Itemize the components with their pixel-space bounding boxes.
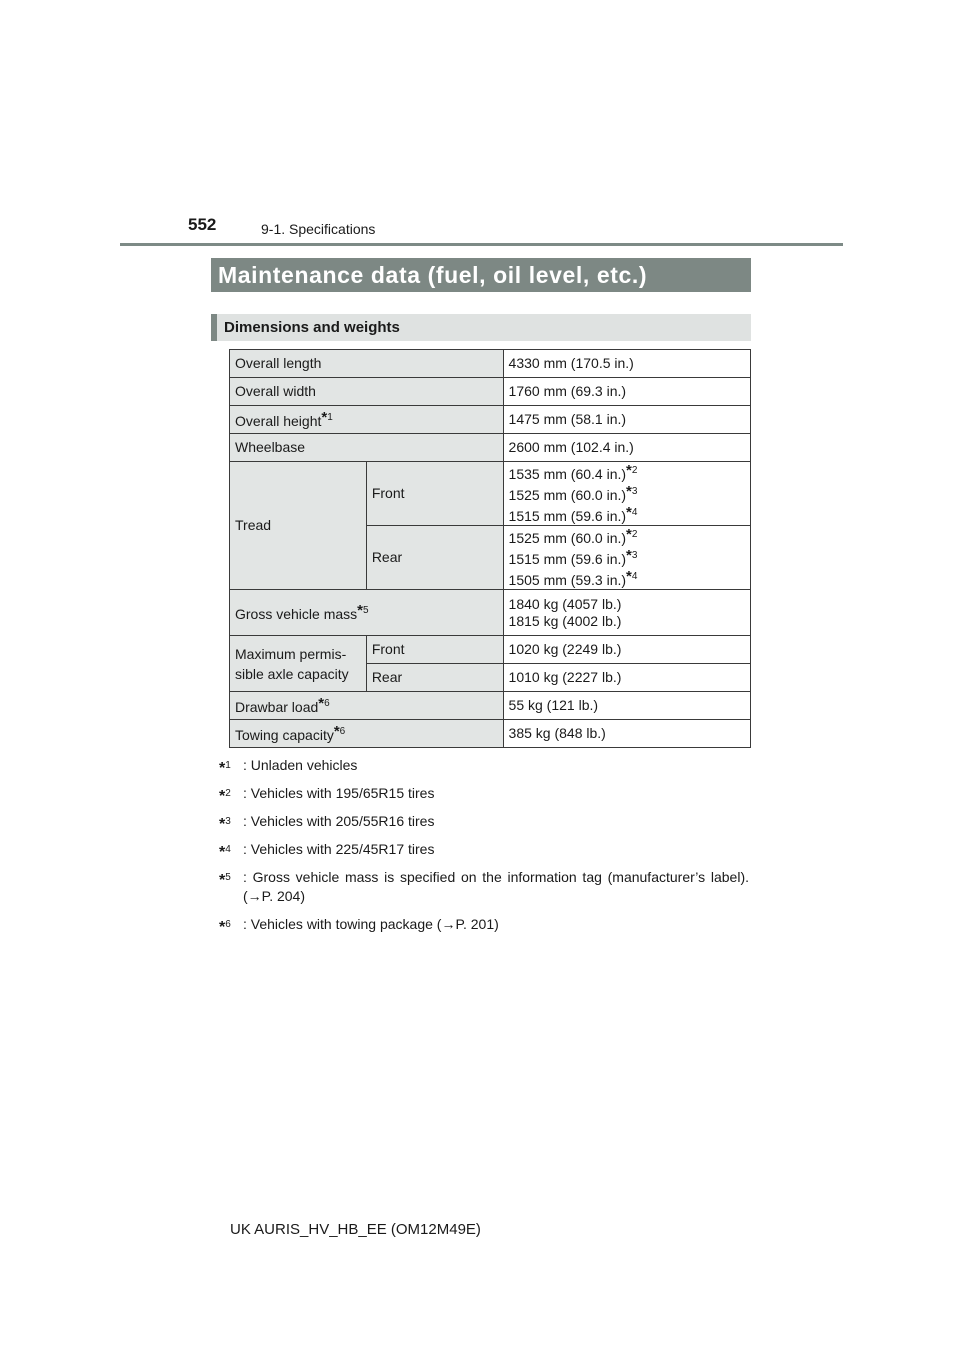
footnote bbox=[219, 868, 749, 906]
header-rule bbox=[120, 243, 843, 246]
tread-front-value bbox=[509, 504, 745, 525]
footnote-ref: 6 bbox=[324, 698, 330, 709]
footnote-number: 3 bbox=[225, 816, 231, 827]
footnote-text: : Vehicles with 195/65R15 tires bbox=[243, 785, 435, 801]
gross-vehicle-mass-value: 1840 kg (4057 lb.) bbox=[508, 595, 622, 612]
value-text: 1525 mm (60.0 in.) bbox=[508, 487, 627, 503]
gross-vehicle-mass-values bbox=[503, 590, 750, 636]
drawbar-load-label: Drawbar load bbox=[235, 699, 319, 715]
footnote-text: : Vehicles with 205/55R16 tires bbox=[243, 813, 435, 829]
value-text: 1525 mm (60.0 in.) bbox=[508, 530, 627, 546]
footnote-number: 1 bbox=[225, 760, 231, 771]
footnote-ref: 3 bbox=[631, 550, 638, 561]
overall-length-value: 4330 mm (170.5 in.) bbox=[503, 350, 750, 378]
footnote-mark bbox=[219, 868, 231, 890]
footnote bbox=[219, 915, 749, 934]
overall-height-label: Overall height bbox=[235, 413, 322, 429]
overall-height-value: 1475 mm (58.1 in.) bbox=[503, 406, 750, 434]
section-label: 9-1. Specifications bbox=[261, 221, 376, 237]
footnote-mark bbox=[219, 812, 231, 834]
wheelbase-label: Wheelbase bbox=[230, 434, 504, 462]
footnote-asterisk: * bbox=[321, 409, 328, 426]
drawbar-load-value: 55 kg (121 lb.) bbox=[503, 692, 750, 720]
tread-front-values bbox=[503, 462, 750, 526]
subsection-banner: Dimensions and weights bbox=[211, 314, 751, 341]
footnote bbox=[219, 784, 749, 803]
footnote-text: : Unladen vehicles bbox=[243, 757, 358, 773]
document-footer: UK AURIS_HV_HB_EE (OM12M49E) bbox=[230, 1221, 481, 1238]
table-row bbox=[230, 720, 751, 748]
footnote-asterisk: * bbox=[626, 526, 632, 543]
footnote-asterisk: * bbox=[333, 723, 340, 740]
tread-rear-value bbox=[509, 526, 745, 547]
footnote-ref: 2 bbox=[631, 529, 638, 540]
table-row bbox=[230, 434, 751, 462]
footnote-asterisk: * bbox=[357, 602, 363, 619]
axle-capacity-label bbox=[230, 636, 367, 692]
table-row bbox=[230, 350, 751, 378]
footnote-mark bbox=[219, 784, 231, 806]
page-number: 552 bbox=[188, 215, 217, 234]
dimensions-table bbox=[229, 349, 751, 748]
tread-label: Tread bbox=[230, 462, 367, 590]
tread-front-label: Front bbox=[366, 462, 503, 526]
table-row bbox=[230, 378, 751, 406]
footnote bbox=[219, 756, 749, 775]
value-text: 1505 mm (59.3 in.) bbox=[508, 572, 627, 588]
gross-vehicle-mass-value: 1815 kg (4002 lb.) bbox=[508, 612, 622, 629]
footnote-ref: 5 bbox=[363, 605, 369, 616]
footnote-text: : Vehicles with 225/45R17 tires bbox=[243, 841, 435, 857]
overall-length-label: Overall length bbox=[230, 350, 504, 378]
tread-rear-values bbox=[503, 526, 750, 590]
footnote-asterisk: * bbox=[219, 919, 226, 936]
footnote-text: : Vehicles with towing package (→P. 201) bbox=[243, 916, 499, 932]
footnote-asterisk: * bbox=[318, 695, 325, 712]
tread-front-value bbox=[509, 462, 745, 483]
footnote-asterisk: * bbox=[626, 483, 632, 500]
tread-front-value bbox=[509, 483, 745, 504]
footnote-number: 4 bbox=[225, 844, 231, 855]
drawbar-load-label-cell bbox=[230, 692, 504, 720]
footnote-ref: 2 bbox=[631, 465, 638, 476]
footnote-mark bbox=[219, 756, 231, 778]
footnote-asterisk: * bbox=[626, 568, 632, 585]
footnote-ref: 6 bbox=[339, 726, 346, 737]
footnote-mark bbox=[219, 915, 231, 937]
towing-capacity-label-cell bbox=[230, 720, 504, 748]
table-row bbox=[230, 636, 751, 664]
tread-rear-value bbox=[509, 547, 745, 568]
footnote-number: 2 bbox=[225, 788, 231, 799]
footnote-number: 6 bbox=[225, 919, 231, 930]
wheelbase-value: 2600 mm (102.4 in.) bbox=[503, 434, 750, 462]
axle-capacity-label-line: sible axle capacity bbox=[235, 665, 349, 682]
gross-vehicle-mass-label-cell bbox=[230, 590, 504, 636]
footnote-asterisk: * bbox=[219, 788, 226, 805]
value-text: 1535 mm (60.4 in.) bbox=[508, 466, 627, 482]
footnote-asterisk: * bbox=[626, 504, 632, 521]
value-text: 1515 mm (59.6 in.) bbox=[508, 551, 627, 567]
tread-rear-value bbox=[509, 568, 745, 589]
footnote-text: : Gross vehicle mass is specified on the information tag (manufacturer’s label). (→P. 204) bbox=[243, 869, 749, 904]
overall-height-label-cell bbox=[230, 406, 504, 434]
axle-front-value: 1020 kg (2249 lb.) bbox=[503, 636, 750, 664]
footnote-mark bbox=[219, 840, 231, 862]
footnote bbox=[219, 840, 749, 859]
gross-vehicle-mass-label: Gross vehicle mass bbox=[235, 606, 358, 622]
table-row bbox=[230, 692, 751, 720]
table-row bbox=[230, 406, 751, 434]
axle-capacity-label-line: Maximum permis- bbox=[235, 645, 347, 662]
footnote-ref: 3 bbox=[631, 486, 638, 497]
footnote-ref: 4 bbox=[631, 571, 638, 582]
table-row bbox=[230, 462, 751, 526]
main-section-banner: Maintenance data (fuel, oil level, etc.) bbox=[211, 258, 751, 292]
axle-rear-label: Rear bbox=[366, 664, 503, 692]
footnote-asterisk: * bbox=[219, 760, 226, 777]
tread-rear-label: Rear bbox=[366, 526, 503, 590]
footnote-asterisk: * bbox=[626, 462, 632, 479]
footnote-ref: 1 bbox=[327, 412, 333, 423]
towing-capacity-value: 385 kg (848 lb.) bbox=[503, 720, 750, 748]
table-row bbox=[230, 590, 751, 636]
footnote bbox=[219, 812, 749, 831]
footnote-asterisk: * bbox=[219, 844, 226, 861]
footnote-asterisk: * bbox=[219, 872, 226, 889]
footnotes bbox=[219, 756, 749, 943]
footnote-ref: 4 bbox=[631, 507, 638, 518]
towing-capacity-label: Towing capacity bbox=[235, 727, 334, 743]
footnote-asterisk: * bbox=[219, 816, 226, 833]
value-text: 1515 mm (59.6 in.) bbox=[508, 508, 627, 524]
axle-rear-value: 1010 kg (2227 lb.) bbox=[503, 664, 750, 692]
overall-width-label: Overall width bbox=[230, 378, 504, 406]
overall-width-value: 1760 mm (69.3 in.) bbox=[503, 378, 750, 406]
footnote-number: 5 bbox=[225, 872, 231, 883]
footnote-asterisk: * bbox=[626, 547, 632, 564]
axle-front-label: Front bbox=[366, 636, 503, 664]
